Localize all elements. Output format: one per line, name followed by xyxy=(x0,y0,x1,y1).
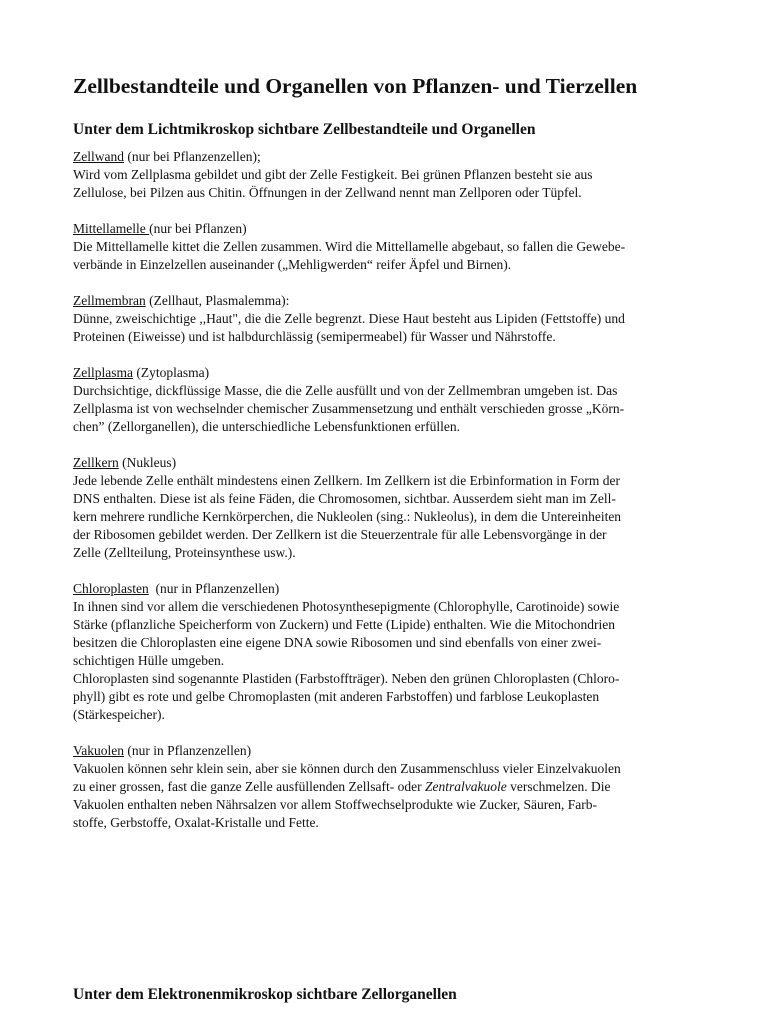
term-vakuolen: Vakuolen xyxy=(73,743,124,758)
paragraph-line: In ihnen sind vor allem die verschiedenen Photosynthesepigmente (Chlorophylle, Carotinoide) sowie xyxy=(73,599,620,614)
term-chloroplasten: Chloroplasten xyxy=(73,581,149,596)
paragraph-line: schichtigen Hülle umgeben. xyxy=(73,653,225,668)
paragraph-line: Zelle (Zellteilung, Proteinsynthese usw.). xyxy=(73,545,296,560)
term-note: (Zytoplasma) xyxy=(132,365,210,380)
paragraph-line: besitzen die Chloroplasten eine eigene DNA sowie Ribosomen und sind ebenfalls von einer zwei- xyxy=(73,635,602,650)
paragraph-line: Chloroplasten sind sogenannte Plastiden (Farbstoffträger). Neben den grünen Chloroplasten (Chloro- xyxy=(73,671,620,686)
subheading-light-microscope: Unter dem Lichtmikroskop sichtbare Zellbestandteile und Organellen xyxy=(73,121,536,138)
paragraph-text: verschmelzen. Die xyxy=(506,779,611,794)
paragraph-line: Jede lebende Zelle enthält mindestens einen Zellkern. Im Zellkern ist die Erbinformation in Form der xyxy=(73,473,620,488)
section-heading-line xyxy=(73,148,713,166)
section-heading-line xyxy=(73,580,713,598)
section-heading-line xyxy=(73,742,713,760)
paragraph-line: Zellulose, bei Pilzen aus Chitin. Öffnungen in der Zellwand nennt man Zellporen oder Tüpfel. xyxy=(73,185,582,200)
paragraph-line: Durchsichtige, dickflüssige Masse, die die Zelle ausfüllt und von der Zellmembran umgeben ist. Das xyxy=(73,383,618,398)
term-note: (nur in Pflanzenzellen) xyxy=(124,743,252,758)
term-zellwand: Zellwand xyxy=(73,149,124,164)
document-title: Zellbestandteile und Organellen von Pflanzen- und Tierzellen xyxy=(73,74,638,98)
paragraph-line: stoffe, Gerbstoffe, Oxalat-Kristalle und Fette. xyxy=(73,815,319,830)
paragraph-line: Zellplasma ist von wechselnder chemischer Zusammensetzung und enthält verschieden grosse „Körn- xyxy=(73,401,625,416)
paragraph-line xyxy=(73,778,713,796)
section-zellkern xyxy=(73,454,713,562)
section-heading-line xyxy=(73,220,713,238)
section-heading-line xyxy=(73,454,713,472)
subheading-electron-microscope: Unter dem Elektronenmikroskop sichtbare Zellorganellen xyxy=(73,986,457,1003)
paragraph-line: Stärke (pflanzliche Speicherform von Zuckern) und Fette (Lipide) enthalten. Wie die Mitochondrien xyxy=(73,617,616,632)
paragraph-line: Die Mittellamelle kittet die Zellen zusammen. Wird die Mittellamelle abgebaut, so fallen die Gewebe- xyxy=(73,239,626,254)
paragraph-line: Wird vom Zellplasma gebildet und gibt der Zelle Festigkeit. Bei grünen Pflanzen besteht sie aus xyxy=(73,167,593,182)
paragraph-line: der Ribosomen gebildet werden. Der Zellkern ist die Steuerzentrale für alle Lebensvorgänge in der xyxy=(73,527,607,542)
sections-container xyxy=(73,148,713,850)
italic-term-zentralvakuole: Zentralvakuole xyxy=(424,779,507,794)
paragraph-line: verbände in Einzelzellen auseinander („Mehligwerden“ reifer Äpfel und Birnen). xyxy=(73,257,512,272)
paragraph-line: DNS enthalten. Diese ist als feine Fäden, die Chromosomen, sichtbar. Ausserdem sieht man im Zell- xyxy=(73,491,616,506)
paragraph-line: chen” (Zellorganellen), die unterschiedliche Lebensfunktionen erfüllen. xyxy=(73,419,460,434)
section-mittellamelle xyxy=(73,220,713,274)
term-note: (Nukleus) xyxy=(118,455,177,470)
paragraph-line: kern mehrere rundliche Kernkörperchen, die Nukleolen (sing.: Nukleolus), in dem die Untereinheiten xyxy=(73,509,622,524)
term-note: (nur bei Pflanzen) xyxy=(149,221,247,236)
term-note: (nur bei Pflanzenzellen); xyxy=(123,149,261,164)
term-zellplasma: Zellplasma xyxy=(73,365,133,380)
term-mittellamelle: Mittellamelle xyxy=(73,221,150,236)
paragraph-line: Dünne, zweischichtige ,,Haut", die die Zelle begrenzt. Diese Haut besteht aus Lipiden (Fettstoffe) und xyxy=(73,311,625,326)
term-zellkern: Zellkern xyxy=(73,455,119,470)
term-zellmembran: Zellmembran xyxy=(73,293,146,308)
section-heading-line xyxy=(73,292,713,310)
section-zellwand xyxy=(73,148,713,202)
section-zellmembran xyxy=(73,292,713,346)
paragraph-line: (Stärkespeicher). xyxy=(73,707,165,722)
term-note: (nur in Pflanzenzellen) xyxy=(148,581,280,596)
section-vakuolen xyxy=(73,742,713,832)
paragraph-line: Vakuolen enthalten neben Nährsalzen vor allem Stoffwechselprodukte wie Zucker, Säuren, Farb- xyxy=(73,797,598,812)
section-heading-line xyxy=(73,364,713,382)
term-note: (Zellhaut, Plasmalemma): xyxy=(145,293,290,308)
paragraph-line: Proteinen (Eiweisse) und ist halbdurchlässig (semipermeabel) für Wasser und Nährstoffe. xyxy=(73,329,556,344)
section-chloroplasten xyxy=(73,580,713,724)
paragraph-line: phyll) gibt es rote und gelbe Chromoplasten (mit anderen Farbstoffen) und farblose Leukoplasten xyxy=(73,689,600,704)
paragraph-text: zu einer grossen, fast die ganze Zelle ausfüllenden Zellsaft- oder xyxy=(73,779,425,794)
paragraph-line: Vakuolen können sehr klein sein, aber sie können durch den Zusammenschluss vieler Einzelvakuolen xyxy=(73,761,621,776)
section-zellplasma xyxy=(73,364,713,436)
